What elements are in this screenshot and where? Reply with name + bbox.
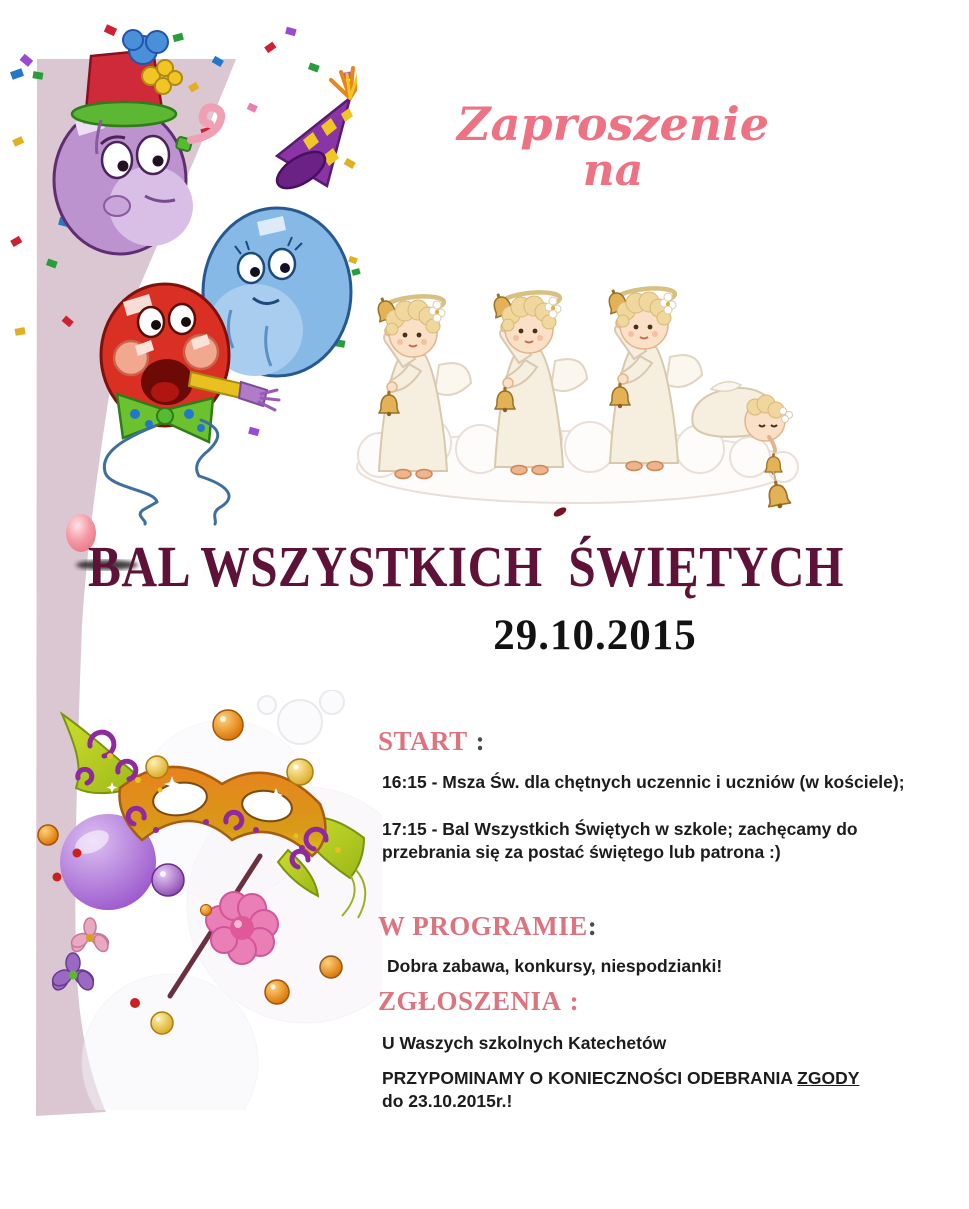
signup-item: U Waszych szkolnych Katechetów bbox=[382, 1033, 667, 1053]
header-line2: na bbox=[582, 145, 644, 197]
small-flowers bbox=[50, 918, 111, 993]
event-date: 29.10.2015 bbox=[493, 612, 697, 659]
carnival-mask-illustration bbox=[20, 690, 382, 1110]
start-label: START bbox=[378, 726, 468, 756]
schedule-item-2: 17:15 - Bal Wszystkich Świętych w szkole; zachęcamy do przebrania się za postać świętego lub patrona :) bbox=[382, 819, 858, 862]
section-heading-start bbox=[378, 728, 485, 755]
page-title: BAL WSZYSTKICH ŚWIĘTYCH bbox=[88, 535, 844, 600]
underlined-word: ZGODY bbox=[797, 1068, 860, 1088]
angels-on-cloud-illustration bbox=[345, 235, 805, 521]
program-colon: : bbox=[587, 911, 598, 941]
signup-label: ZGŁOSZENIA bbox=[378, 986, 562, 1016]
header-script bbox=[430, 97, 796, 197]
cone-party-hat bbox=[271, 68, 357, 195]
reminder-note: PRZYPOMINAMY O KONIECZNOŚCI ODEBRANIA ZGODY do 23.10.2015r.! bbox=[382, 1068, 860, 1111]
program-label: W PROGRAMIE bbox=[378, 911, 588, 941]
section-heading-signup bbox=[378, 988, 579, 1015]
section-heading-program bbox=[378, 913, 597, 940]
schedule-item-1: 16:15 - Msza Św. dla chętnych uczennic i uczniów (w kościele); bbox=[382, 772, 905, 792]
purple-balloon bbox=[54, 106, 221, 254]
signup-colon: : bbox=[569, 986, 580, 1016]
header-line1: Zaproszenie bbox=[457, 97, 769, 151]
program-item: Dobra zabawa, konkursy, niespodzianki! bbox=[387, 956, 723, 976]
start-colon: : bbox=[475, 726, 486, 756]
party-balloons-illustration bbox=[5, 10, 357, 526]
